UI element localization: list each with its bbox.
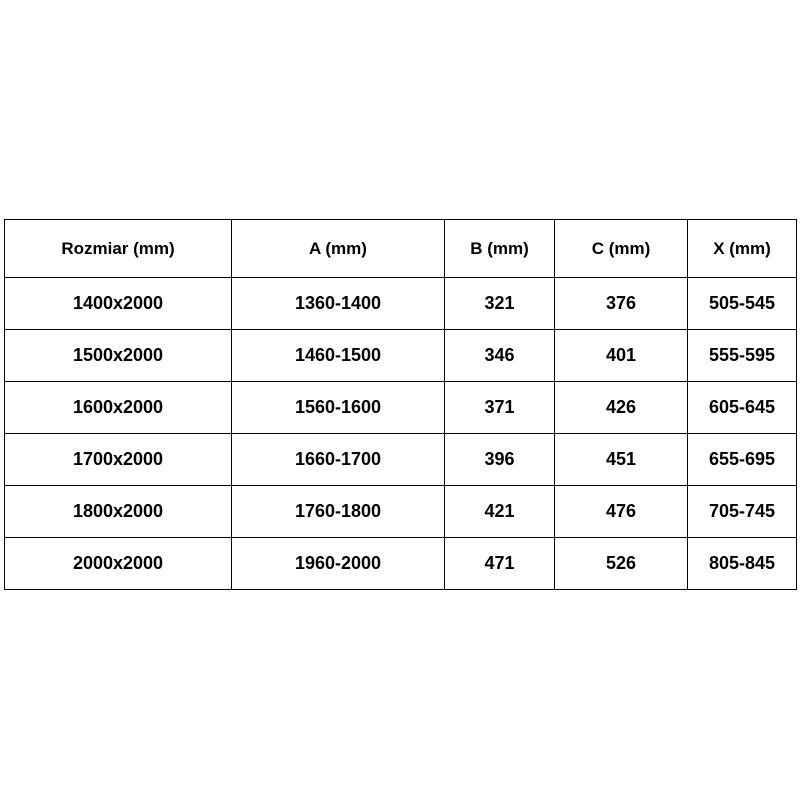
column-header-a: A (mm) [232,220,445,278]
cell-x: 655-695 [688,434,797,486]
cell-rozmiar: 1400x2000 [5,278,232,330]
column-header-c: C (mm) [555,220,688,278]
table-row [5,278,797,330]
cell-b: 346 [445,330,555,382]
cell-c: 476 [555,486,688,538]
dimension-table [4,219,797,590]
cell-b: 321 [445,278,555,330]
table-body [5,278,797,590]
table-row [5,434,797,486]
column-header-x: X (mm) [688,220,797,278]
cell-c: 426 [555,382,688,434]
cell-x: 705-745 [688,486,797,538]
cell-b: 396 [445,434,555,486]
cell-rozmiar: 1600x2000 [5,382,232,434]
cell-b: 471 [445,538,555,590]
cell-a: 1760-1800 [232,486,445,538]
cell-a: 1660-1700 [232,434,445,486]
cell-rozmiar: 2000x2000 [5,538,232,590]
column-header-b: B (mm) [445,220,555,278]
cell-b: 371 [445,382,555,434]
cell-rozmiar: 1700x2000 [5,434,232,486]
table-header-row [5,220,797,278]
cell-a: 1960-2000 [232,538,445,590]
cell-c: 451 [555,434,688,486]
cell-a: 1560-1600 [232,382,445,434]
column-header-rozmiar: Rozmiar (mm) [5,220,232,278]
cell-x: 505-545 [688,278,797,330]
table-header [5,220,797,278]
table-row [5,538,797,590]
table-row [5,382,797,434]
cell-b: 421 [445,486,555,538]
cell-a: 1460-1500 [232,330,445,382]
table-row [5,330,797,382]
cell-c: 401 [555,330,688,382]
table-row [5,486,797,538]
cell-rozmiar: 1500x2000 [5,330,232,382]
cell-a: 1360-1400 [232,278,445,330]
cell-x: 805-845 [688,538,797,590]
cell-x: 555-595 [688,330,797,382]
cell-rozmiar: 1800x2000 [5,486,232,538]
cell-x: 605-645 [688,382,797,434]
cell-c: 526 [555,538,688,590]
dimension-table-container [4,219,796,590]
cell-c: 376 [555,278,688,330]
